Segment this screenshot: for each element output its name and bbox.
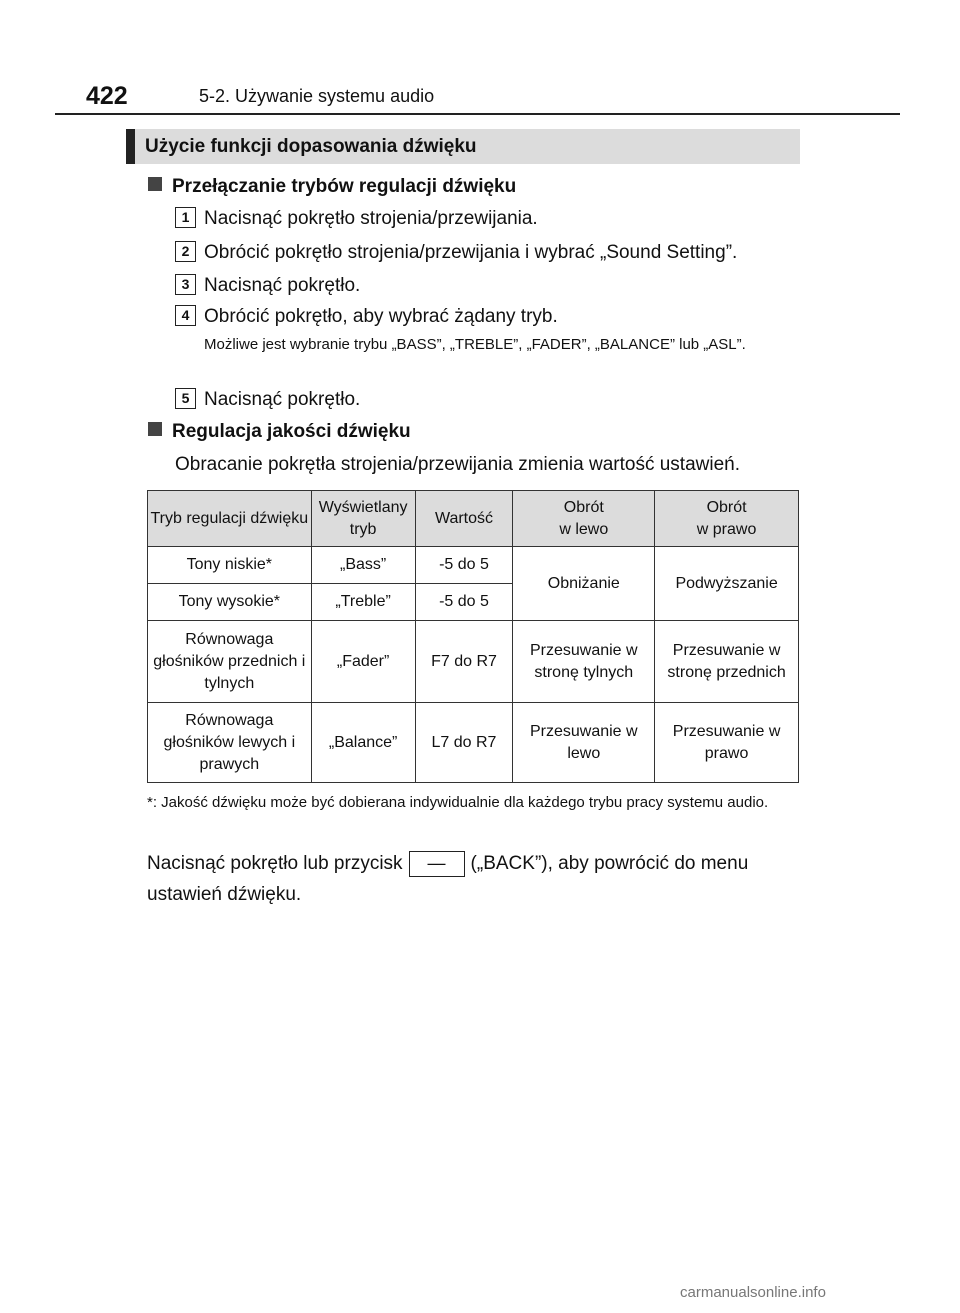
table-header: Obrót w prawo: [655, 491, 799, 547]
step-number-box: 2: [175, 241, 196, 262]
table-cell: Podwyższanie: [655, 547, 799, 621]
table-cell: „Treble”: [311, 584, 415, 621]
table-cell: Przesuwanie w stronę przednich: [655, 621, 799, 703]
table-cell: Tony wysokie*: [148, 584, 312, 621]
page-number: 422: [86, 82, 128, 110]
table-cell: F7 do R7: [415, 621, 513, 703]
square-bullet-icon: [148, 177, 162, 191]
table-header: Obrót w lewo: [513, 491, 655, 547]
table-cell: -5 do 5: [415, 547, 513, 584]
step-number-box: 1: [175, 207, 196, 228]
mode-note: Możliwe jest wybranie trybu „BASS”, „TREBLE”, „FADER”, „BALANCE” lub „ASL”.: [204, 336, 746, 353]
table-header: Wyświetlany tryb: [311, 491, 415, 547]
step-3: [175, 274, 360, 297]
final-text-after: („BACK”), aby powrócić do menu ustawień dźwięku.: [147, 853, 749, 905]
final-text-before: Nacisnąć pokrętło lub przycisk: [147, 853, 403, 874]
switching-heading: [148, 176, 516, 198]
final-instruction: [147, 848, 807, 910]
table-header: Wartość: [415, 491, 513, 547]
step-number-box: 3: [175, 274, 196, 295]
step-1: [175, 207, 538, 230]
watermark: carmanualsonline.info: [680, 1284, 826, 1301]
step-text: Nacisnąć pokrętło.: [204, 275, 361, 296]
step-2: [175, 241, 737, 264]
table-cell: Przesuwanie w stronę tylnych: [513, 621, 655, 703]
table-cell: „Fader”: [311, 621, 415, 703]
table-row: [148, 621, 799, 703]
table-cell: „Balance”: [311, 703, 415, 783]
step-5: [175, 388, 360, 411]
table-cell: -5 do 5: [415, 584, 513, 621]
footnote: *: Jakość dźwięku może być dobierana indywidualnie dla każdego trybu pracy systemu audio.: [147, 794, 769, 811]
chapter-title: 5-2. Używanie systemu audio: [199, 86, 435, 106]
table-header-row: [148, 491, 799, 547]
quality-heading-text: Regulacja jakości dźwięku: [172, 421, 411, 442]
step-text: Obrócić pokrętło strojenia/przewijania i wybrać „Sound Setting”.: [204, 242, 738, 263]
step-text: Nacisnąć pokrętło strojenia/przewijania.: [204, 208, 538, 229]
step-number-box: 4: [175, 305, 196, 326]
table-cell: L7 do R7: [415, 703, 513, 783]
step-number-box: 5: [175, 388, 196, 409]
table-cell: Tony niskie*: [148, 547, 312, 584]
section-title: Użycie funkcji dopasowania dźwięku: [126, 129, 800, 164]
sound-settings-table: [147, 490, 799, 783]
table-cell: „Bass”: [311, 547, 415, 584]
quality-text: Obracanie pokrętła strojenia/przewijania zmienia wartość ustawień.: [175, 454, 740, 475]
table-cell: Obniżanie: [513, 547, 655, 621]
step-4: [175, 305, 558, 328]
table-cell: Równowaga głośników przednich i tylnych: [148, 621, 312, 703]
header-rule: [55, 113, 900, 115]
table-cell: Przesuwanie w prawo: [655, 703, 799, 783]
table-cell: Równowaga głośników lewych i prawych: [148, 703, 312, 783]
quality-heading: [148, 421, 411, 443]
back-button-icon: —: [409, 851, 465, 877]
switching-heading-text: Przełączanie trybów regulacji dźwięku: [172, 176, 517, 197]
square-bullet-icon: [148, 422, 162, 436]
step-text: Nacisnąć pokrętło.: [204, 389, 361, 410]
table-header: Tryb regulacji dźwięku: [148, 491, 312, 547]
table-row: [148, 547, 799, 584]
step-text: Obrócić pokrętło, aby wybrać żądany tryb.: [204, 306, 558, 327]
table-cell: Przesuwanie w lewo: [513, 703, 655, 783]
table-row: [148, 703, 799, 783]
